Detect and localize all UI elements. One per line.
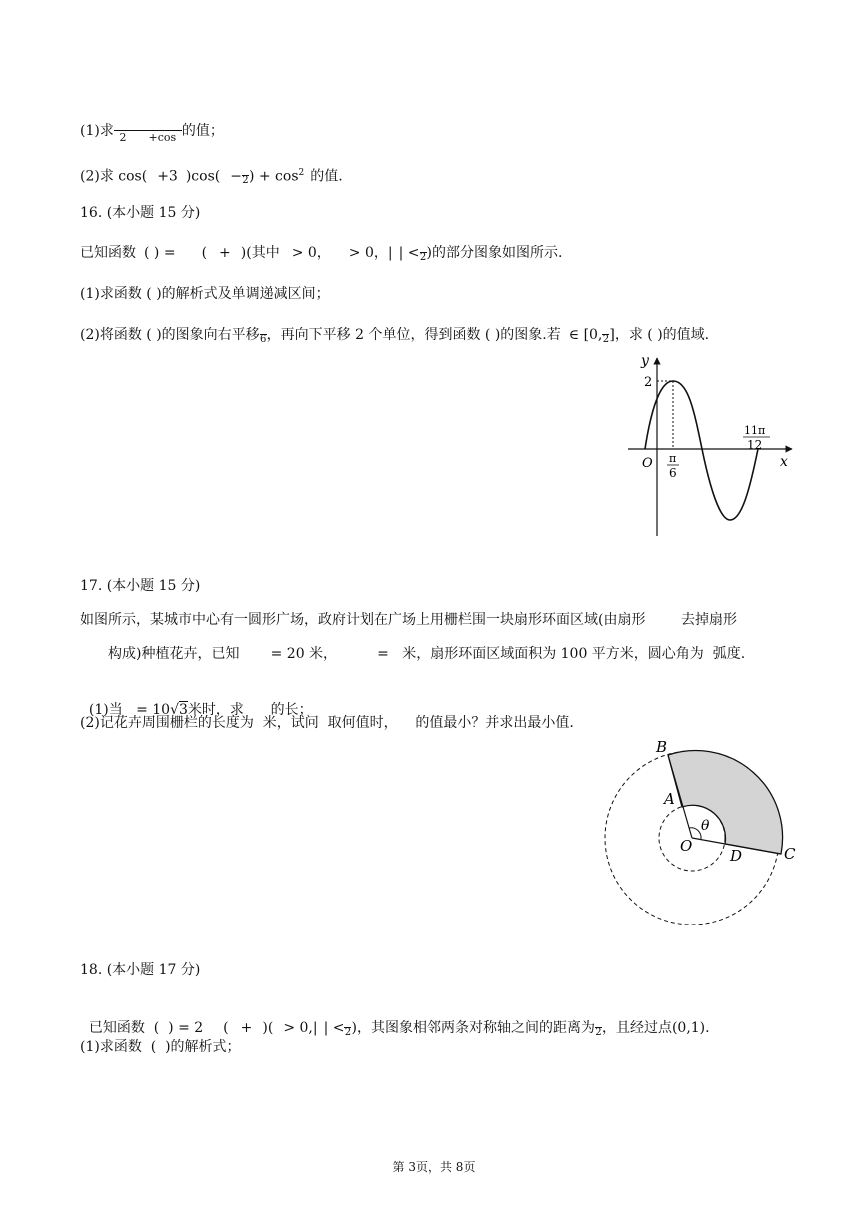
label-A: A [664, 790, 675, 808]
origin-label: O [642, 456, 653, 471]
q17-part2: (2)记花卉周围栅栏的长度为 米，试问 取何值时， 的值最小？并求出最小值. [80, 715, 574, 731]
q18-heading: 18. (本小题 17 分) [80, 962, 201, 978]
end-numerator: 11π [744, 424, 766, 437]
end-denominator: 12 [747, 438, 763, 452]
sqrt-sign: √ [170, 702, 180, 718]
pi6-denominator: 6 [669, 466, 677, 480]
q17-stem-line2: 构成)种植花卉，已知 = 20 米， = 米，扇形环面区域面积为 100 平方米，圆心角为 弧度. [108, 646, 746, 662]
q15-part2: (2)求 cos( +3 )cos( − 2 ) + $\cos^2$ 的值. [80, 168, 343, 187]
label-theta: θ [701, 818, 710, 834]
x-axis-label: x [780, 454, 788, 470]
max-value-label: 2 [644, 375, 653, 390]
page-footer: 第 3页，共 8页 [392, 1160, 476, 1174]
q17-heading: 17. (本小题 15 分) [80, 578, 201, 594]
sine-curve [645, 381, 758, 520]
label-D: D [730, 847, 743, 865]
q16-part1: (1)求函数 ( )的解析式及单调递减区间； [80, 286, 330, 302]
q16-part2: (2)将函数 ( )的图象向右平移 6 ，再向下平移 2 个单位，得到函数 ( )的图象.若 ∈ [0, 2 ]，求 ( )的值域. [80, 327, 710, 345]
q17-annulus-figure [600, 735, 840, 925]
q18-part1: (1)求函数 ( )的解析式； [80, 1039, 241, 1055]
q17-stem-line1: 如图所示，某城市中心有一圆形广场，政府计划在广场上用栅栏围一块扇形环面区域(由扇形 去掉扇形 [80, 612, 738, 628]
y-axis-label: y [641, 353, 649, 369]
q15-fraction: 2 +cos [114, 118, 182, 144]
label-C: C [784, 845, 796, 863]
q18-stem: 已知函数 ( ) = 2 ( + )( > 0,| | < 2 )，其图象相邻两条对称轴之间的距离为 2 ，且经过点(0,1). [88, 1020, 710, 1038]
label-O: O [680, 837, 693, 855]
q16-heading: 16. (本小题 15 分) [80, 205, 201, 221]
q17-part1: (1)当 = 10√3米时，求 的长； [88, 702, 313, 718]
label-B: B [656, 738, 668, 756]
pi6-numerator: π [669, 452, 677, 465]
q16-sine-graph [620, 350, 800, 540]
q15-part1: (1)求 2 +cos 的值； [80, 118, 224, 144]
q16-stem: 已知函数 ( ) = ( + )(其中 > 0， > 0，| | < 2 )的部分图象如图所示. [80, 245, 563, 263]
